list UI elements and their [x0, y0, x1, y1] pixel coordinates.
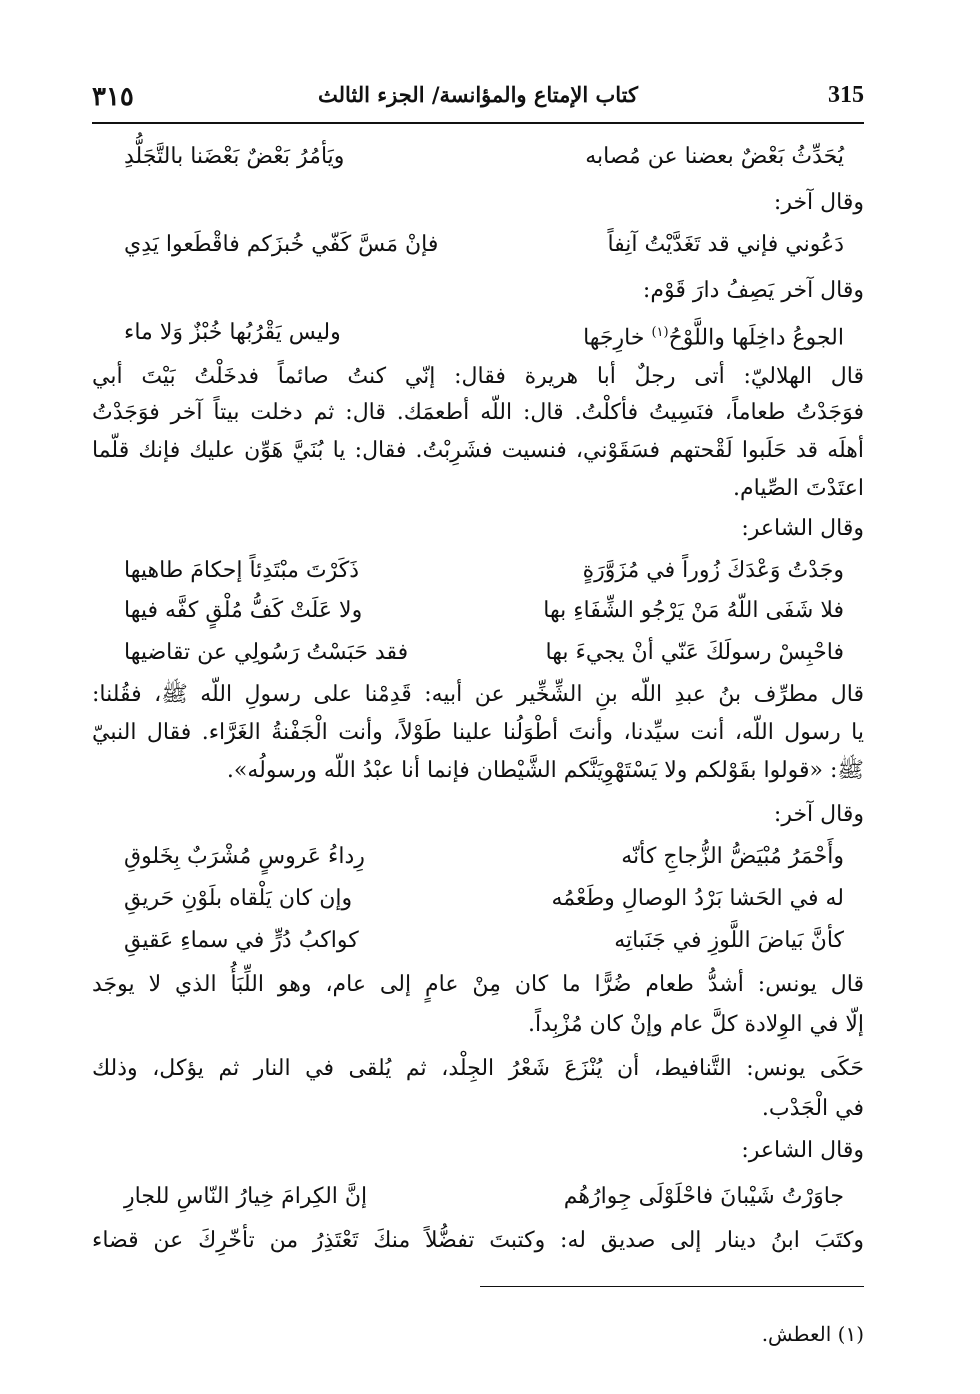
- paragraph-line: قال يونس: أشدُّ طعام ضُرًّا ما كان مِنْ عامٍ إلى عام، وهو اللِّبَأُ الذي لا يوجَد: [92, 972, 864, 997]
- verse-hemistich-second: وليس يَقْرُبُها خُبْزٌ وَلا ماء: [124, 320, 341, 345]
- page-number-arabic: ٣١٥: [92, 82, 134, 112]
- speaker-label: وقال آخر:: [773, 802, 864, 827]
- verse-line: [92, 556, 864, 590]
- paragraph-line: إلّا في الوِلادة كلَّ عام وإنْ كان مُزْبِداً.: [527, 1012, 864, 1037]
- paragraph-line: حَكَى يونس: التَّنافيط، أن يُنْزَعَ شَعْرُ الجِلْد، ثم يُلقى في النار ثم يؤكل، وذلك: [92, 1056, 864, 1081]
- verse-hemistich-second: كواكبُ دُرٍّ في سماءِ عَقيقِ: [124, 928, 359, 953]
- verse-hemistich-second: رِداءُ عَروسٍ مُشْرَبٌ بِخَلوقِ: [124, 844, 365, 869]
- verse-hemistich-second: ولا عَلَتْ كَفُّ مُلْقٍ كفَّه فيها: [124, 598, 363, 623]
- verse-line: [92, 842, 864, 876]
- verse-hemistich-first: دَعُوني فإني قد تَغَدَّيْتُ آنِفاً: [607, 232, 844, 257]
- footnote-text: العطش.: [761, 1322, 832, 1346]
- verse-hemistich-second: ويَأمُرُ بَعْضٌ بَعْضَنا بالتَّجَلُّدِ: [124, 144, 345, 169]
- verse-line: [92, 142, 864, 176]
- paragraph-line: اعتَدْتَ الصِّيام.: [733, 476, 864, 501]
- verse-hemistich-second: وإن كان يَلْقاه بلَوْنِ حَريقِ: [124, 886, 353, 911]
- verse-hemistich-first: [583, 318, 844, 353]
- verse-line: [92, 230, 864, 264]
- footnote-marker: (١): [837, 1322, 864, 1346]
- paragraph-line: أهلَه قد حَلَبوا لَقْحتهم فسَقَوْني، فنسيت فشَرِبْتُ. فقال: يا بُنَيَّ هَوِّن عليك فإنك قلّما: [92, 438, 864, 463]
- verse-line: [92, 638, 864, 672]
- verse-hemistich-first: فاحْبِسْ رسولَكَ عَنّي أنْ يجيءَ بها: [545, 640, 844, 665]
- verse-text: الجوعُ داخِلَها واللَّوْحُ: [668, 325, 844, 351]
- verse-hemistich-first: وجَدْتُ وَعْدَكَ زُوراً في مُزَوَّرَةٍ: [582, 558, 844, 583]
- paragraph-line: قال الهلاليّ: أتى رجلٌ أبا هريرة فقال: إنّي كنتُ صائماً فدخَلْتُ بَيْتَ أبي: [92, 364, 864, 389]
- verse-line: [92, 926, 864, 960]
- header-rule: [92, 122, 864, 124]
- verse-hemistich-first: له في الحَشا بَرْدُ الوصالِ وطَعْمُه: [551, 886, 844, 911]
- paragraph-line: في الْجَدْب.: [761, 1096, 864, 1121]
- page-header: [92, 82, 864, 116]
- paragraph-line: فوَجَدْتُ طعاماً، فنَسِيتُ فأكلْتُ. قال: اللّه أطعمَك. قال: ثم دخلت بيتاً آخر فوَجَدْتُ: [92, 400, 864, 425]
- speaker-label: وقال الشاعر:: [741, 516, 864, 541]
- paragraph-line: وكتَبَ ابنُ دينار إلى صديق له: وكتبتَ تفضُّلاً منكَ تَعْتَذِرُ من تأخّرِكَ عن قضاء: [92, 1228, 864, 1253]
- paragraph-line: قال مطرِّف بنُ عبدِ اللّه بنِ الشِّخِّير عن أبيه: قَدِمْنا على رسولِ اللّه ﷺ، فقُلنا:: [92, 682, 864, 707]
- verse-hemistich-first: فلا شَفَى اللّهُ مَنْ يَرْجُو الشِّفَاءِ بها: [543, 598, 844, 623]
- footnote: [92, 1320, 864, 1348]
- verse-hemistich-second: إنَّ الكِرامَ خِيارُ النّاسِ للجارِ: [124, 1184, 368, 1209]
- footnote-marker: (١): [651, 325, 669, 340]
- verse-hemistich-first: يُحَدِّثُ بَعْضٌ بعضنا عن مُصابه: [585, 144, 844, 169]
- verse-hemistich-first: كأنَّ بَياضَ اللَّوزِ في جَنَباتِه: [614, 928, 844, 953]
- running-title: كتاب الإمتاع والمؤانسة/ الجزء الثالث: [317, 82, 638, 107]
- verse-line: [92, 318, 864, 352]
- verse-hemistich-second: ذَكَرْتَ مبْتَدِئاً إحكامَ طاهيها: [124, 558, 360, 583]
- verse-line: [92, 884, 864, 918]
- verse-text: خارِجَها: [583, 325, 645, 351]
- paragraph-line: ﷺ: «قولوا بقَوْلكم ولا يَسْتَهْوِيَنَّكم الشَّيْطان فإنما أنا عبْدُ اللّه ورسولُه».: [226, 758, 864, 783]
- speaker-label: وقال الشاعر:: [741, 1138, 864, 1163]
- verse-hemistich-second: فقد حَبَسْتُ رَسُولِي عن تقاضيها: [124, 640, 409, 665]
- verse-line: [92, 1182, 864, 1216]
- speaker-label: وقال آخر:: [773, 190, 864, 215]
- speaker-label: وقال آخر يَصِفُ دارَ قَوْم:: [642, 278, 864, 303]
- verse-hemistich-first: وأَحْمَرُ مُبْيَضُّ الزُّجاجِ كأنّه: [621, 844, 844, 869]
- footnote-rule: [480, 1286, 864, 1287]
- verse-hemistich-second: فإنْ مَسَّ كَفّي خُبزَكم فاقْطَعوا يَدِي: [124, 232, 439, 257]
- page-number-latin: 315: [828, 82, 864, 108]
- paragraph-line: يا رسول اللّه، أنت سيِّدنا، وأنتَ أطْوَلُنا علينا طَوْلاً، وأنت الْجَفْنةُ الغَرَّاء. فقال النبيّ: [92, 720, 864, 745]
- verse-line: [92, 596, 864, 630]
- verse-hemistich-first: جاوَرْتُ شَيْبانَ فاحْلَوْلَى جِوارُهُم: [563, 1184, 844, 1209]
